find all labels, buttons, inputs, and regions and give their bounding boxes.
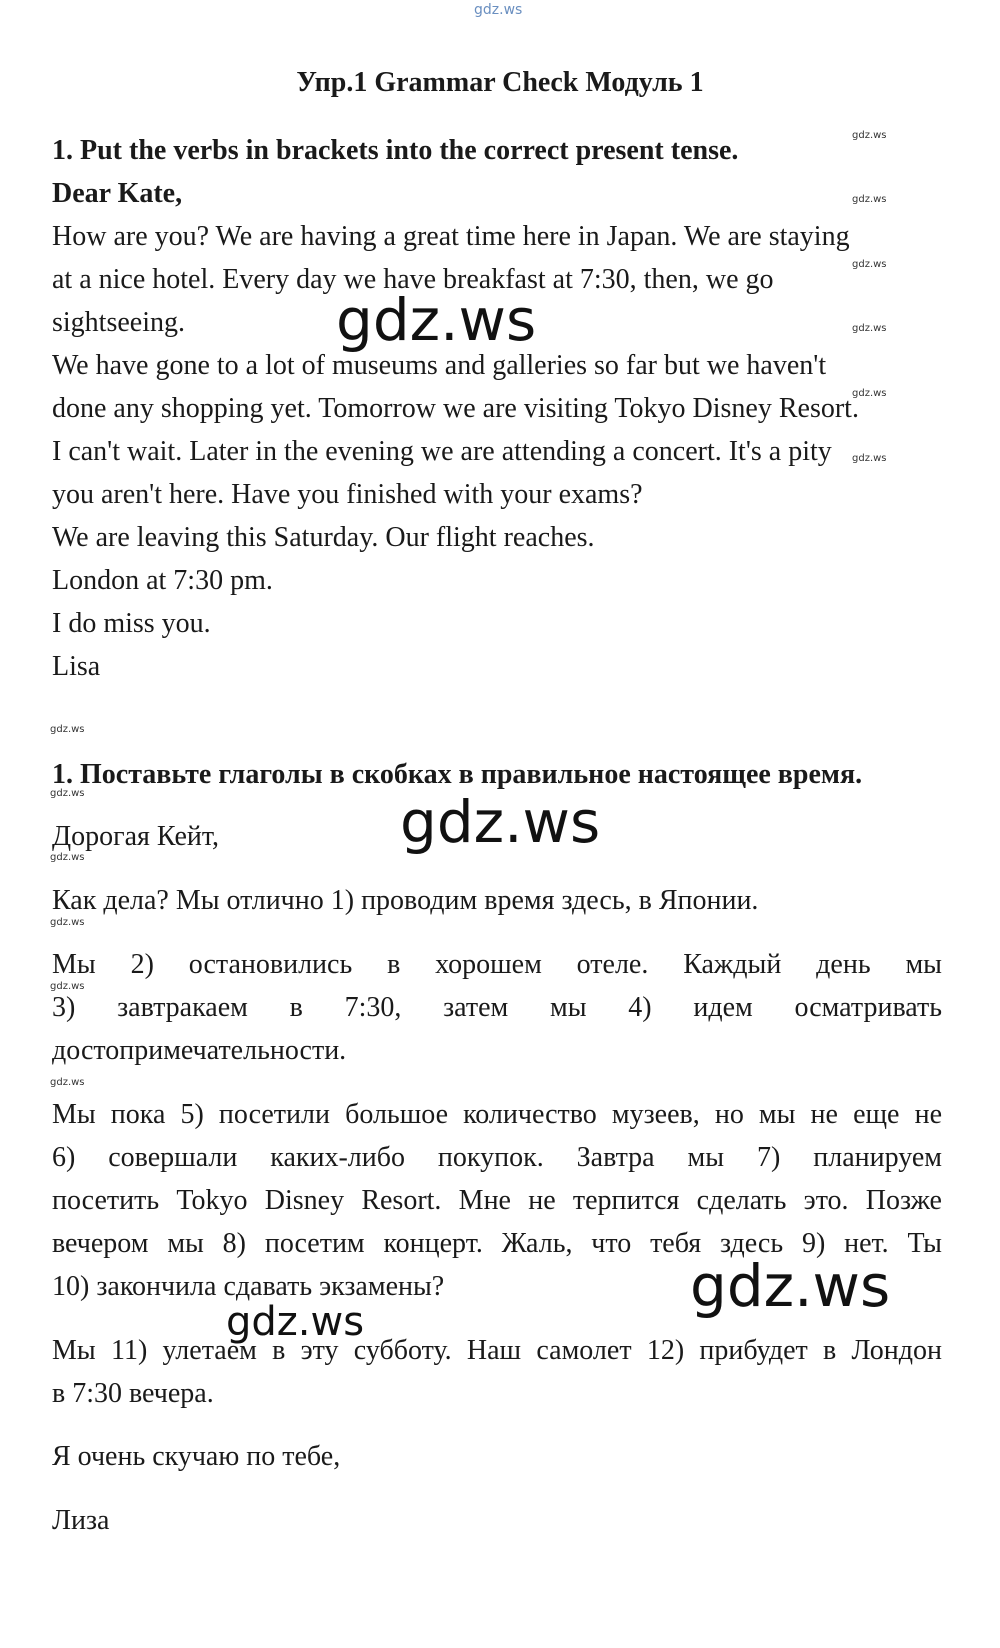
russian-signature: Лиза — [52, 1505, 110, 1536]
russian-line: вечером мы 8) посетим концерт. Жаль, что тебя здесь 9) нет. Ты — [52, 1228, 942, 1259]
watermark-small: gdz.ws — [50, 788, 85, 799]
watermark-large: gdz.ws — [226, 1299, 365, 1345]
russian-line: 3) завтракаем в 7:30, затем мы 4) идем осматривать — [52, 992, 942, 1023]
english-greeting: Dear Kate, — [52, 178, 183, 209]
watermark-small: gdz.ws — [50, 1077, 85, 1088]
english-task: 1. Put the verbs in brackets into the correct present tense. — [52, 135, 739, 166]
english-line: I do miss you. — [52, 608, 211, 639]
russian-line: в 7:30 вечера. — [52, 1378, 214, 1409]
english-line: sightseeing. — [52, 307, 185, 338]
english-line: done any shopping yet. Tomorrow we are visiting Tokyo Disney Resort. — [52, 393, 859, 424]
russian-line: достопримечательности. — [52, 1035, 347, 1066]
watermark-small: gdz.ws — [50, 852, 85, 863]
watermark-large: gdz.ws — [690, 1252, 891, 1320]
watermark-small: gdz.ws — [852, 388, 887, 399]
english-line: you aren't here. Have you finished with your exams? — [52, 479, 643, 510]
english-line: We are leaving this Saturday. Our flight reaches. — [52, 522, 595, 553]
english-line: I can't wait. Later in the evening we are attending a concert. It's a pity — [52, 436, 832, 467]
english-line: at a nice hotel. Every day we have breakfast at 7:30, then, we go — [52, 264, 774, 295]
watermark-large: gdz.ws — [336, 286, 537, 354]
page-title: Упр.1 Grammar Check Модуль 1 — [296, 67, 704, 98]
english-line: How are you? We are having a great time here in Japan. We are staying — [52, 221, 850, 252]
watermark-small: gdz.ws — [852, 130, 887, 141]
watermark-top: gdz.ws — [474, 2, 523, 18]
russian-closing: Я очень скучаю по тебе, — [52, 1441, 341, 1472]
english-line: We have gone to a lot of museums and galleries so far but we haven't — [52, 350, 827, 381]
english-signature: Lisa — [52, 651, 101, 682]
russian-line: Мы 2) остановились в хорошем отеле. Каждый день мы — [52, 949, 942, 980]
english-line: London at 7:30 pm. — [52, 565, 273, 596]
watermark-large: gdz.ws — [400, 788, 601, 856]
watermark-small: gdz.ws — [852, 323, 887, 334]
watermark-small: gdz.ws — [50, 981, 85, 992]
russian-line: Мы 11) улетаем в эту субботу. Наш самолет 12) прибудет в Лондон — [52, 1335, 942, 1366]
watermark-small: gdz.ws — [852, 194, 887, 205]
russian-line: Мы пока 5) посетили большое количество музеев, но мы не еще не — [52, 1099, 942, 1130]
watermark-small: gdz.ws — [852, 453, 887, 464]
russian-greeting: Дорогая Кейт, — [52, 821, 220, 852]
russian-line: 6) совершали каких-либо покупок. Завтра мы 7) планируем — [52, 1142, 942, 1173]
russian-task: 1. Поставьте глаголы в скобках в правильное настоящее время. — [52, 759, 863, 790]
watermark-small: gdz.ws — [50, 917, 85, 928]
watermark-small: gdz.ws — [852, 259, 887, 270]
russian-line: посетить Tokyo Disney Resort. Мне не терпится сделать это. Позже — [52, 1185, 942, 1216]
russian-line: 10) закончила сдавать экзамены? — [52, 1271, 445, 1302]
watermark-small: gdz.ws — [50, 724, 85, 735]
russian-line: Как дела? Мы отлично 1) проводим время здесь, в Японии. — [52, 885, 759, 916]
